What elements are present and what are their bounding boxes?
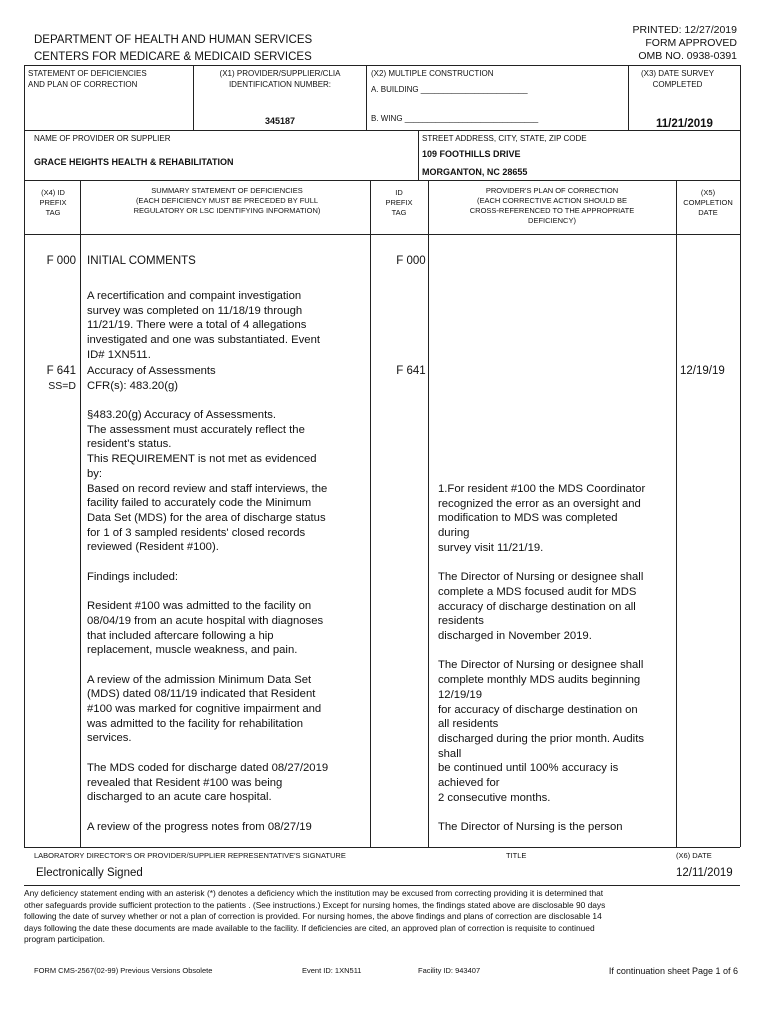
omb-number: OMB NO. 0938-0391 — [638, 50, 737, 62]
survey-completed-date: 11/21/2019 — [656, 118, 713, 130]
x3-label: (X3) DATE SURVEY COMPLETED — [640, 69, 715, 89]
rule-column-header — [24, 234, 740, 235]
disclaimer-text: Any deficiency statement ending with an asterisk (*) denotes a deficiency which the institution may be excused from correcting providing it is determined that other safeguards provide sufficient protection to the patients . (See instructions.) Except for nursing homes, the findings stated above are disclosable 90 days following the date of survey whether or not a plan of correction is provided. For nursing homes, the above findings and plans of correction are disclosable 14 days following the date these documents are made available to the facility. If deficiencies are cited, an approved plan of correction is requisite to continued program participation. — [24, 888, 606, 945]
street-address: 109 FOOTHILLS DRIVE — [422, 149, 521, 159]
id-f000: F 000 — [396, 255, 426, 267]
x6-date-label: (X6) DATE — [676, 851, 712, 860]
facility-id: Facility ID: 943407 — [418, 966, 481, 975]
col-line-1 — [80, 180, 81, 847]
printed-date: PRINTED: 12/27/2019 — [632, 24, 737, 36]
col-id-prefix: ID PREFIX TAG — [385, 188, 413, 217]
completion-date-f641: 12/19/19 — [680, 365, 725, 377]
provider-name-label: NAME OF PROVIDER OR SUPPLIER — [34, 134, 171, 143]
scope-severity: SS=D — [48, 380, 76, 392]
city-state-zip: MORGANTON, NC 28655 — [422, 167, 528, 177]
event-id: Event ID: 1XN511 — [302, 966, 362, 975]
col-summary: SUMMARY STATEMENT OF DEFICIENCIES (EACH DEFICIENCY MUST BE PRECEDED BY FULL REGULATORY OR LSC IDENTIFYING INFORMATION) — [133, 186, 321, 215]
f641-title: Accuracy of Assessments CFR(s): 483.20(g) — [87, 365, 216, 392]
col-plan: PROVIDER'S PLAN OF CORRECTION (EACH CORRECTIVE ACTION SHOULD BE CROSS-REFERENCED TO THE APPROPRIATE DEFICIENCY) — [469, 186, 635, 225]
x2-label: (X2) MULTIPLE CONSTRUCTION — [371, 69, 494, 78]
signature-value: Electronically Signed — [36, 867, 143, 879]
form-approved: FORM APPROVED — [645, 37, 737, 49]
department-name: DEPARTMENT OF HEALTH AND HUMAN SERVICES — [34, 34, 313, 46]
id-f641: F 641 — [396, 365, 426, 377]
address-label: STREET ADDRESS, CITY, STATE, ZIP CODE — [422, 134, 587, 143]
tag-f000: F 000 — [46, 255, 76, 267]
rule-disclaimer — [24, 885, 740, 886]
survey-intro: A recertification and compaint investigation survey was completed on 11/18/19 through 11/21/19. There were a total of 4 allegations investigated and one was substantiated. Event ID# 1XN511. — [87, 290, 320, 361]
col-x4-prefix: (X4) ID PREFIX TAG — [39, 188, 67, 217]
centers-name: CENTERS FOR MEDICARE & MEDICAID SERVICES — [34, 51, 312, 63]
col-completion-date: (X5) COMPLETION DATE — [683, 188, 733, 217]
rule-top — [24, 65, 740, 66]
tag-f641: F 641 — [46, 365, 76, 377]
x2-wing: B. WING ______________________________ — [371, 114, 539, 123]
initial-comments-title: INITIAL COMMENTS — [87, 255, 196, 267]
divider-provider — [418, 130, 419, 180]
col-line-4 — [676, 180, 677, 847]
col-line-3 — [428, 180, 429, 847]
frame-right — [740, 65, 741, 847]
divider-x3 — [628, 65, 629, 130]
page-indicator: If continuation sheet Page 1 of 6 — [608, 966, 738, 976]
signature-label: LABORATORY DIRECTOR'S OR PROVIDER/SUPPLIER REPRESENTATIVE'S SIGNATURE — [34, 851, 346, 860]
col-line-2 — [370, 180, 371, 847]
form-number: FORM CMS-2567(02-99) Previous Versions Obsolete — [34, 966, 213, 975]
statement-label: STATEMENT OF DEFICIENCIES AND PLAN OF CORRECTION — [28, 69, 147, 89]
frame-left — [24, 65, 25, 847]
plan-of-correction: 1.For resident #100 the MDS Coordinator recognized the error as an oversight and modification to MDS was completed during survey visit 11/21/19. The Director of Nursing or designee shall complete a MDS focused audit for MDS accuracy of discharge destination on all residents discharged in November 2019. The Director of Nursing or designee shall complete monthly MDS audits beginning 12/19/19 for accuracy of discharge destination on all residents discharged during the prior month. Audits shall be continued until 100% accuracy is achieved for 2 consecutive months. The Director of Nursing is the person — [438, 483, 646, 834]
rule-top-box — [24, 130, 740, 131]
x1-label: (X1) PROVIDER/SUPPLIER/CLIA IDENTIFICATION NUMBER: — [219, 69, 341, 89]
signature-date: 12/11/2019 — [676, 867, 733, 879]
rule-signature — [24, 847, 740, 848]
x2-building: A. BUILDING ________________________ — [371, 85, 528, 94]
rule-provider — [24, 180, 740, 181]
divider-x1 — [193, 65, 194, 130]
provider-name: GRACE HEIGHTS HEALTH & REHABILITATION — [34, 157, 234, 167]
deficiency-findings: §483.20(g) Accuracy of Assessments. The assessment must accurately reflect the resident's status. This REQUIREMENT is not met as evidenced by: Based on record review and staff interviews, the facility failed to accurately code the Minimum Data Set (MDS) for the area of discharge status for 1 of 3 sampled residents' closed records reviewed (Resident #100). Findings included: Resident #100 was admitted to the facility on 08/04/19 from an acute hospital with diagnoses that included aftercare following a hip replacement, muscle weakness, and pain. A review of the admission Minimum Data Set (MDS) dated 08/11/19 indicated that Resident #100 was marked for cognitive impairment and was admitted to the facility for rehabilitation services. The MDS coded for discharge dated 08/27/2019 revealed that Resident #100 was being discharged to an acute care hospital. A review of the progress notes from 08/27/19 — [87, 409, 329, 833]
divider-x2 — [366, 65, 367, 130]
title-label: TITLE — [506, 851, 527, 860]
provider-id-value: 345187 — [264, 116, 296, 126]
